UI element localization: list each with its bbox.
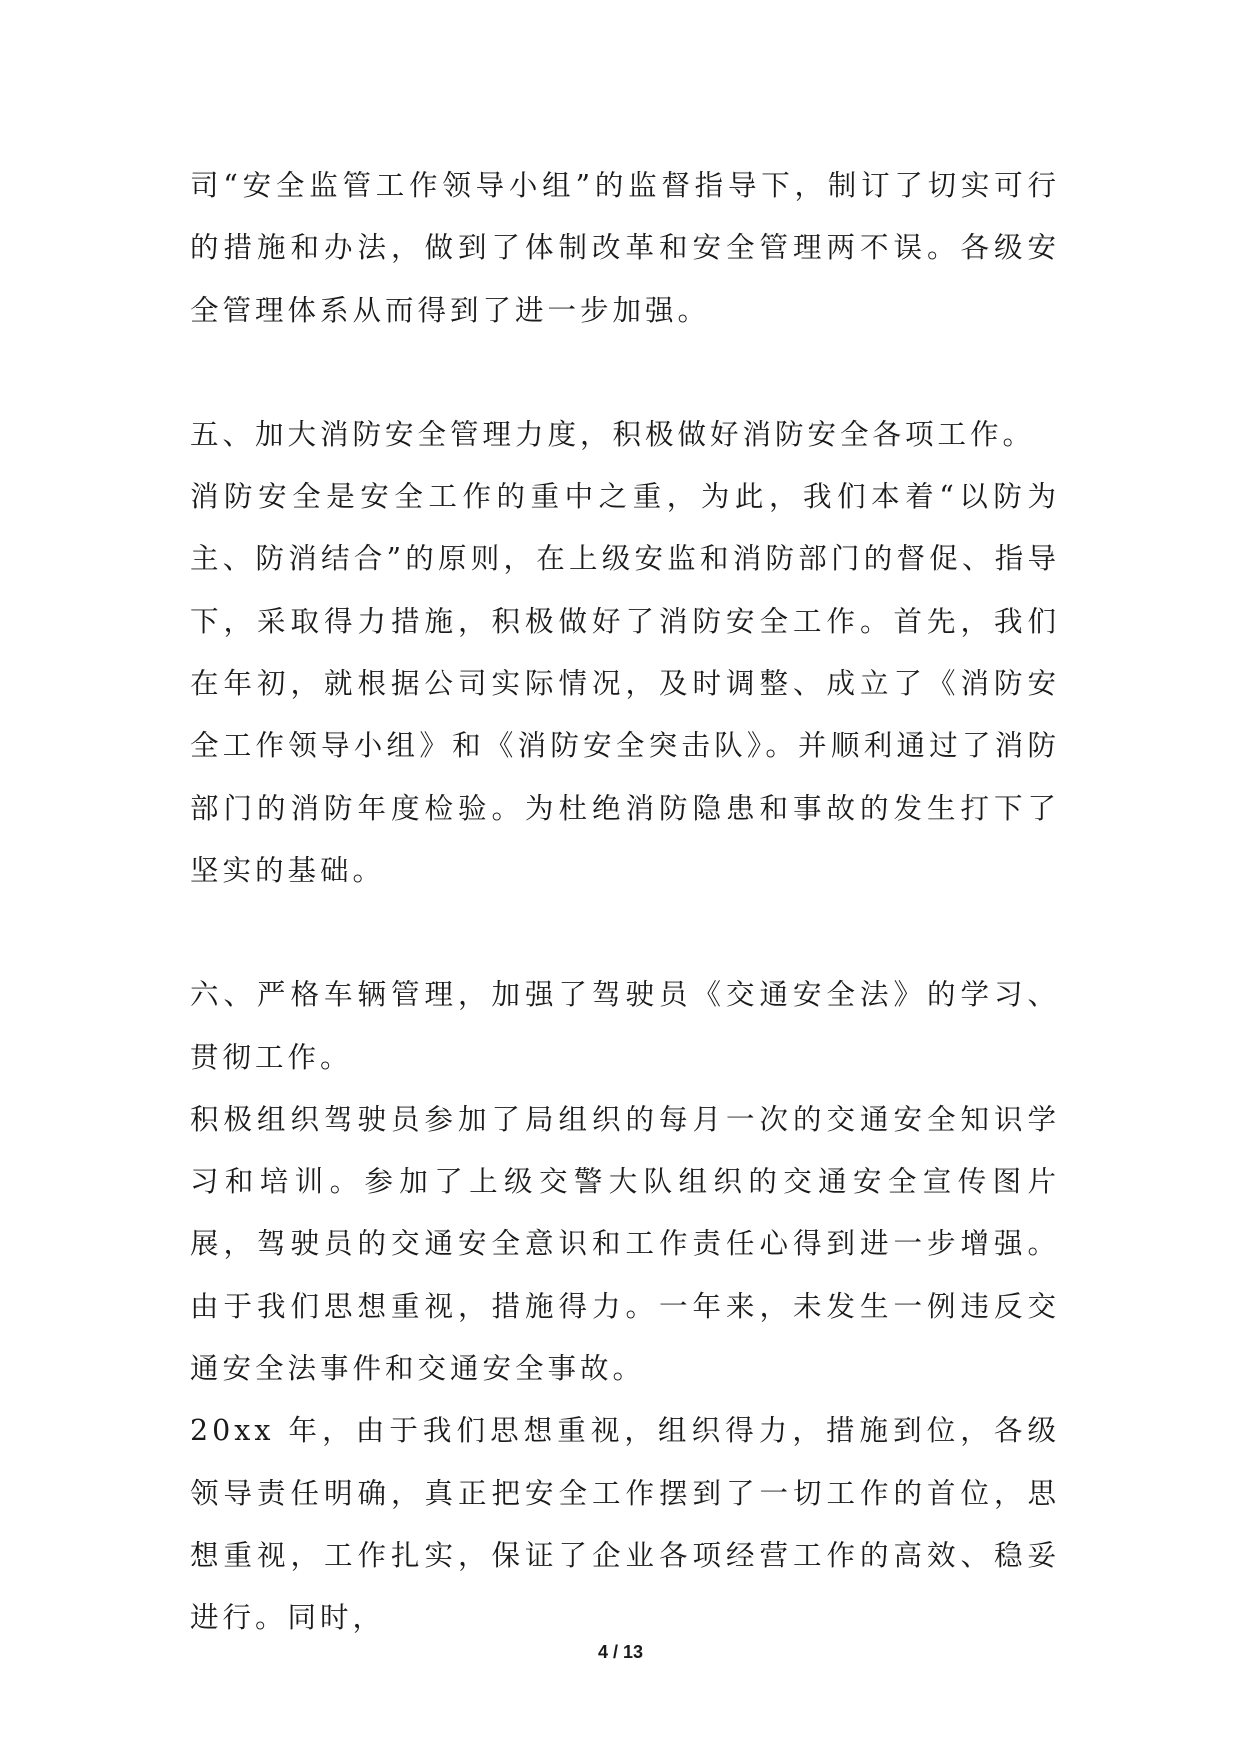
paragraph-traffic-safety: 积极组织驾驶员参加了局组织的每月一次的交通安全知识学习和培训。参加了上级交警大队组织的交通安全宣传图片展，驾驶员的交通安全意识和工作责任心得到进一步增强。由于我们思想重视，措施得力。一年来，未发生一例违反交通安全法事件和交通安全事故。 <box>190 1102 1060 1386</box>
page-number: 4 / 13 <box>597 1642 644 1662</box>
paragraph-year-summary: 20xx 年，由于我们思想重视，组织得力，措施到位，各级领导责任明确，真正把安全工作摆到了一切工作的首位，思想重视，工作扎实，保证了企业各项经营工作的高效、稳妥进行。同时， <box>190 1414 1060 1635</box>
heading-section-five: 五、加大消防安全管理力度，积极做好消防安全各项工作。 <box>190 417 1036 451</box>
heading-section-six: 六、严格车辆管理，加强了驾驶员《交通安全法》的学习、贯彻工作。 <box>190 978 1060 1074</box>
document-body <box>190 155 1060 1650</box>
paragraph-system-reform: 司“安全监管工作领导小组”的监督指导下，制订了切实可行的措施和办法，做到了体制改革和安全管理两不误。各级安全管理体系从而得到了进一步加强。 <box>190 169 1060 327</box>
paragraph-gap <box>190 902 1060 964</box>
paragraph-gap <box>190 342 1060 404</box>
paragraph-fire-safety: 消防安全是安全工作的重中之重，为此，我们本着“以防为主、防消结合”的原则，在上级安监和消防部门的督促、指导下，采取得力措施，积极做好了消防安全工作。首先，我们在年初，就根据公司实际情况，及时调整、成立了《消防安全工作领导小组》和《消防安全突击队》。并顺利通过了消防部门的消防年度检验。为杜绝消防隐患和事故的发生打下了坚实的基础。 <box>190 480 1060 887</box>
